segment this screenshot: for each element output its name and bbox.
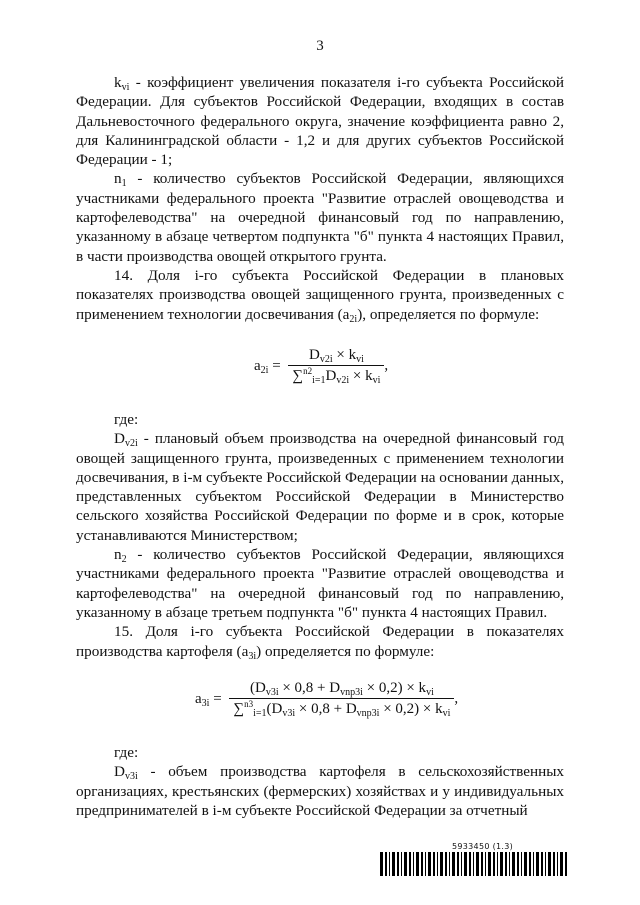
text-block-top <box>76 73 564 324</box>
text-block-bottom <box>76 743 564 820</box>
where-label-1: где: <box>114 411 139 428</box>
paragraph-14: 14. Доля i-го субъекта Российской Федерации в плановых показателях производства овощей защищенного грунта, произведенных с применением технологии досвечивания $(a_{2i})$, определяется по формуле: <box>76 266 564 325</box>
page-number: 3 <box>316 38 324 54</box>
paragraph-dv3i: $D_{v3i}$ - объем производства картофеля в сельскохозяйственных организациях, крестьянских (фермерских) хозяйствах и у индивидуальных предпринимателей в i-м субъекте Российской Федерации за отчетный <box>76 763 564 819</box>
barcode-image <box>380 852 570 876</box>
formula-a2i: $a_{2i}$ = $\frac{D_{v2i} \times k_{vi}}{\sum^{n2}_{i=1}D_{v2i} \times k_{vi}}$ , <box>254 347 389 386</box>
fraction-a3i: $\frac{(D_{v3i} \times 0,8 + D_{vnp3i} \times 0,2) \times k_{vi}}{\sum^{n3}_{i=1}(D_{v3i} \times 0,8 + D_{vnp3i} \times 0,2) \times k_{vi}}$ <box>229 680 454 718</box>
text-block-middle <box>76 410 564 661</box>
paragraph-15: 15. Доля i-го субъекта Российской Федерации в показателях производства картофеля $(a_{3i})$ определяется по формуле: <box>76 623 564 662</box>
barcode-label: 5933450 (1.3) <box>452 842 514 851</box>
fraction-a2i: $\frac{D_{v2i} \times k_{vi}}{\sum^{n2}_{i=1}D_{v2i} \times k_{vi}}$ <box>288 347 384 385</box>
formula-a3i: $a_{3i}$ = $\frac{(D_{v3i} \times 0,8 + D_{vnp3i} \times 0,2) \times k_{vi}}{\sum^{n3}_{i=1}(D_{v3i} \times 0,8 + D_{vnp3i} \times 0,2) \times k_{vi}}$ , <box>195 680 459 719</box>
paragraph-n2: $n_2$ - количество субъектов Российской Федерации, являющихся участниками федерального проекта "Развитие отраслей овощеводства и картофелеводства" на очередной финансовый год по направлению, указанному в абзаце третьем подпункта "б" пункта 4 настоящих Правил. <box>76 546 564 621</box>
where-label-2: где: <box>114 744 139 761</box>
paragraph-kvi: $k_{vi}$ - коэффициент увеличения показателя i-го субъекта Российской Федерации. Для субъектов Российской Федерации, входящих в состав Дальневосточного федерального округа, значение коэффициента равно 2, для Калининградской области - 1,2 и для других субъектов Российской Федерации - 1; <box>76 74 564 169</box>
paragraph-dv2i: $D_{v2i}$ - плановый объем производства на очередной финансовый год овощей защищенного грунта, произведенных с применением технологии досвечивания, в i-м субъекте Российской Федерации на основании данных, представленных субъектом Российской Федерации в Министерство сельского хозяйства Российской Федерации по форме и в срок, которые устанавливаются Министерством; <box>76 430 564 544</box>
paragraph-n1: $n_1$ - количество субъектов Российской Федерации, являющихся участниками федерального проекта "Развитие отраслей овощеводства и картофелеводства" на очередной финансовый год по направлению, указанному в абзаце четвертом подпункта "б" пункта 4 настоящих Правил, в части производства овощей открытого грунта. <box>76 170 564 265</box>
